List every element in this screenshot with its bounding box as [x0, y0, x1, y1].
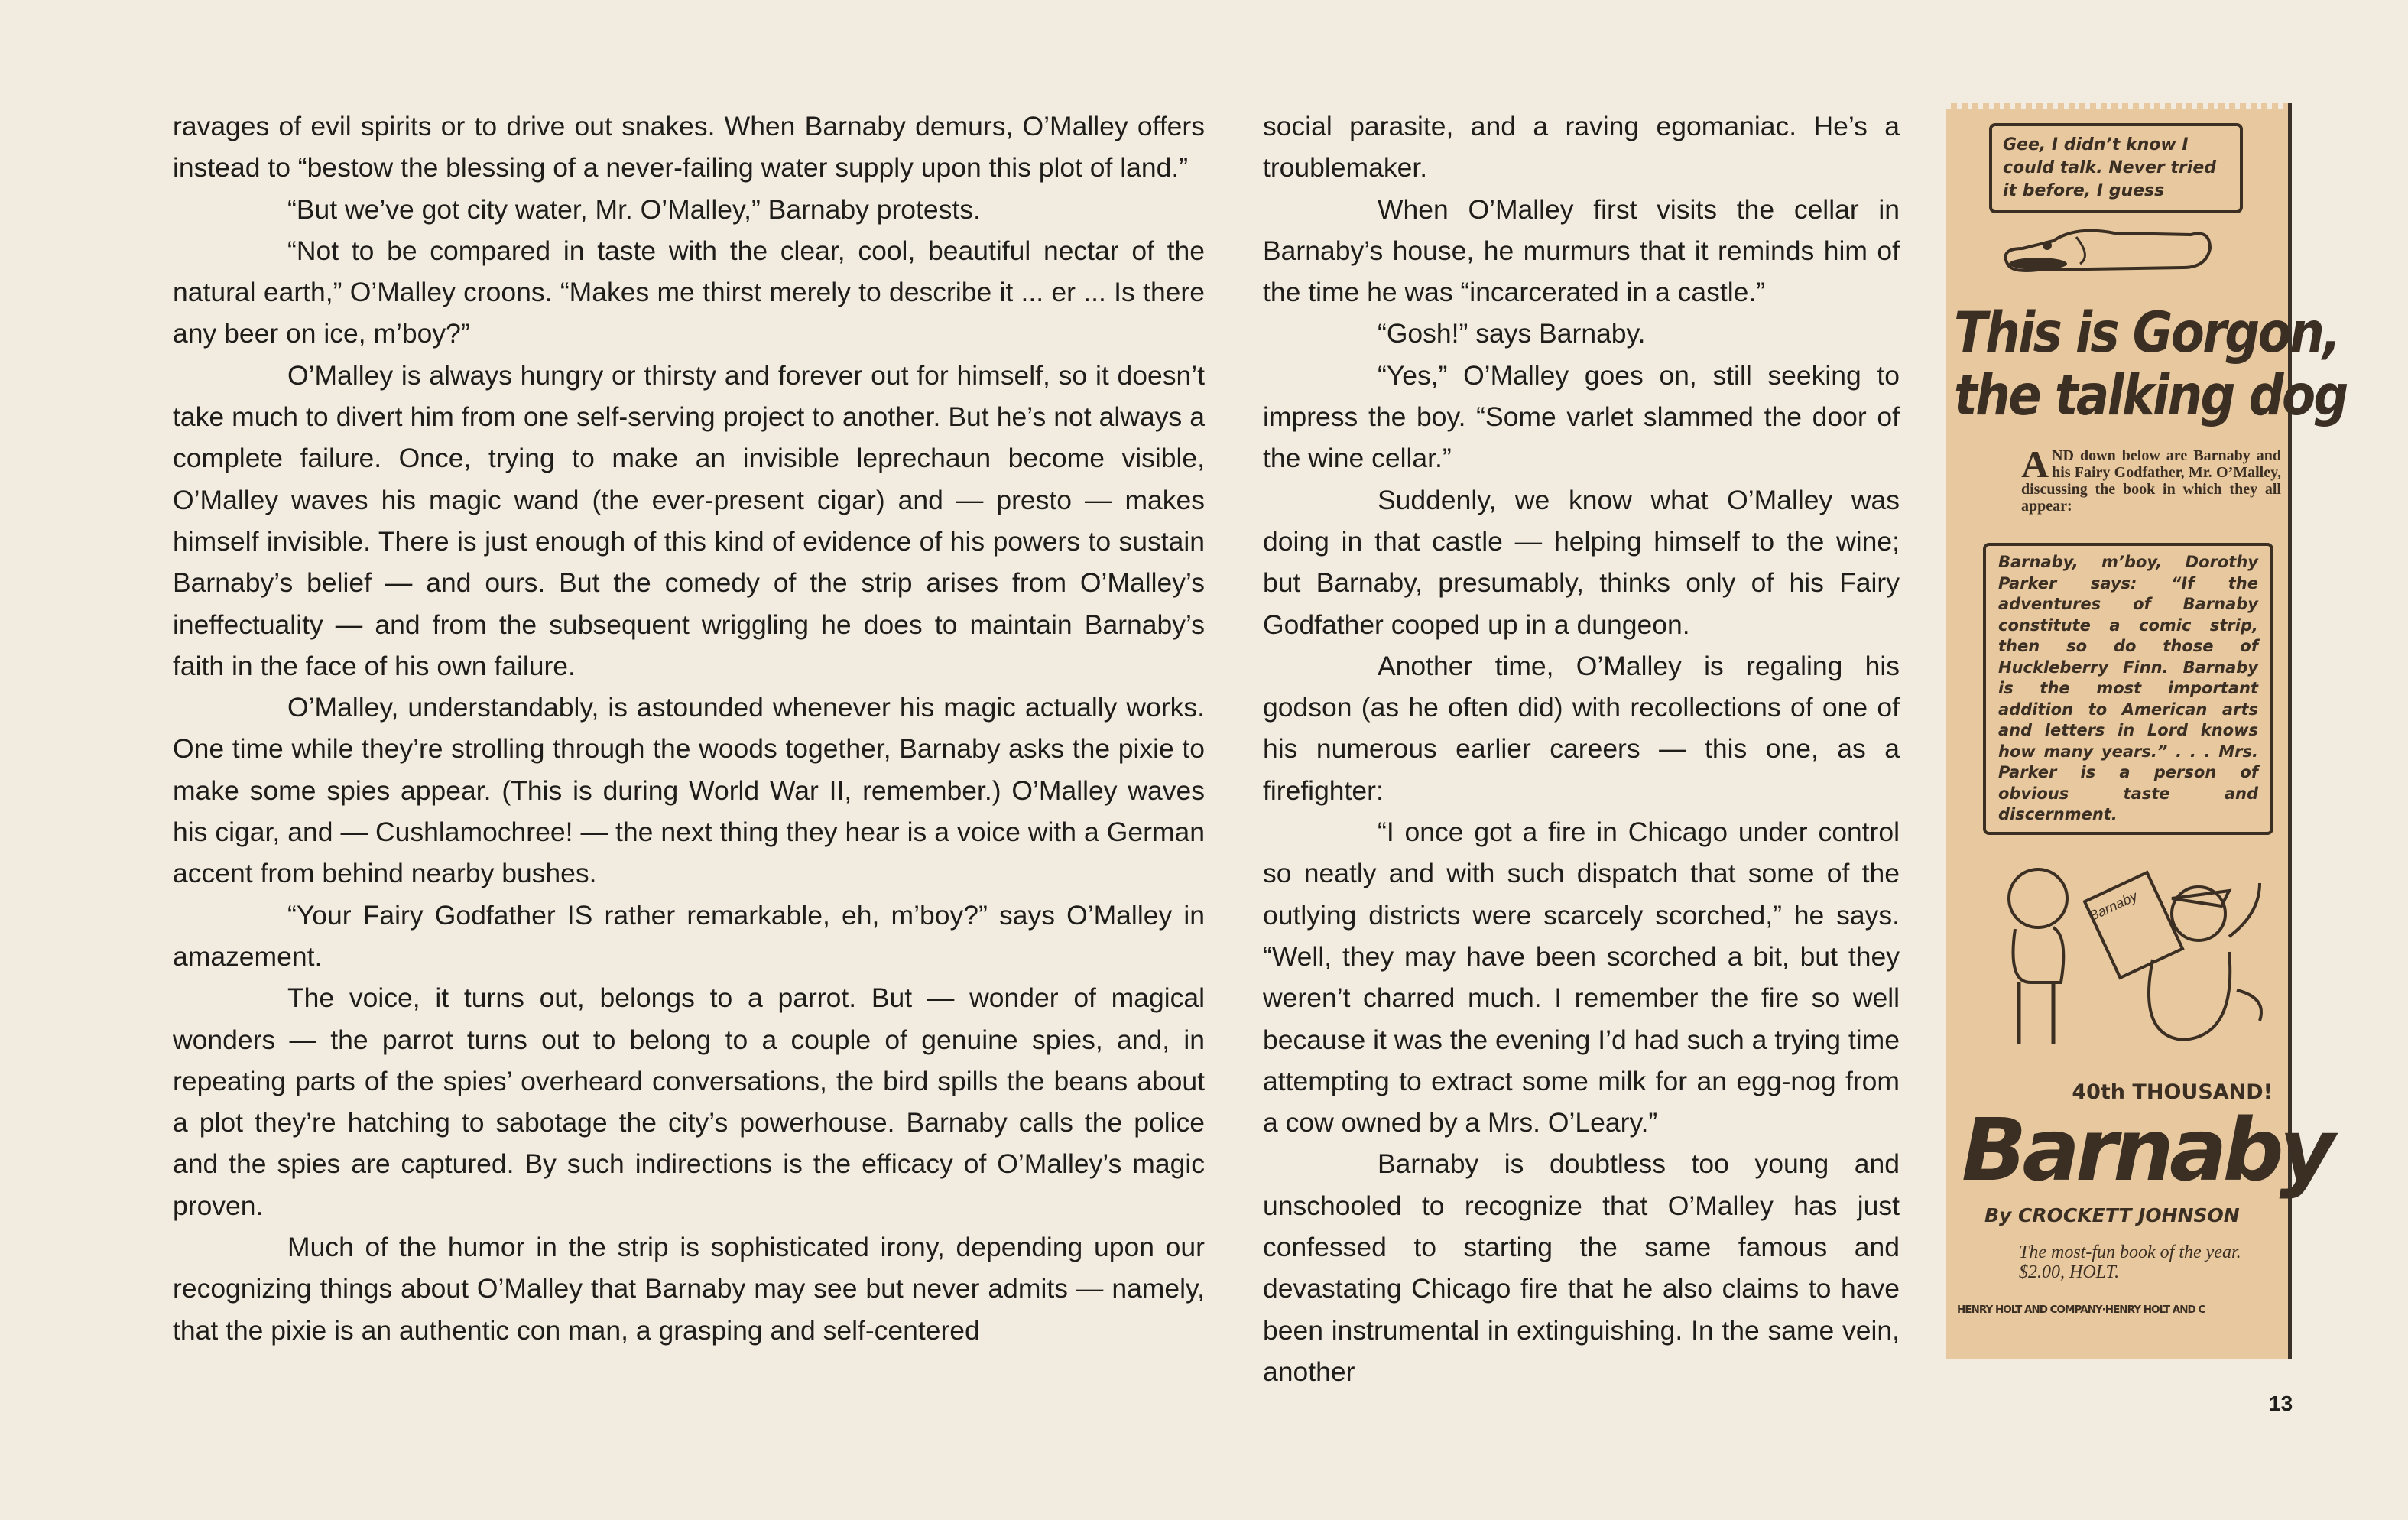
paragraph: ravages of evil spirits or to drive out snakes. When Barnaby demurs, O’Malley offers instead to “bestow the blessing of a never-failing water supply upon this plot of land.” — [173, 111, 1205, 184]
paragraph: Much of the humor in the strip is sophisticated irony, depending upon our recognizing things about O’Malley that Barnaby may see but never admits — namely, that the pixie is an authentic con man, a grasping and self-centered — [173, 1232, 1205, 1346]
headline — [1954, 300, 2347, 428]
book-title: Barnaby — [1962, 1101, 2331, 1200]
dog-speech-bubble: Gee, I didn’t know I could talk. Never tried it before, I guess — [1989, 123, 2243, 213]
paragraph: “I once got a fire in Chicago under control so neatly and with such dispatch that some of the outlying districts were scarcely scorched,” he says. “Well, they may have been scorched a bit, but they weren’t charred much. I remember the fire so well because it was the evening I’d had such a trying time attempting to extract some milk for an egg-nog from a cow owned by a Mrs. O’Leary.” — [1263, 817, 1900, 1138]
drop-cap: A — [2021, 443, 2049, 486]
page-number: 13 — [2269, 1392, 2293, 1415]
newspaper-advertisement-clipping — [1946, 103, 2347, 1359]
paragraph: When O’Malley first visits the cellar in Barnaby’s house, he murmurs that it reminds him of the time he was “incarcerated in a castle.” — [1263, 193, 1900, 308]
text-column-middle — [1263, 106, 1900, 1392]
paragraph: social parasite, and a raving egomaniac. He’s a troublemaker. — [1263, 111, 1900, 184]
headline-line-1: This is Gorgon, — [1954, 300, 2340, 365]
paragraph: “Yes,” O’Malley goes on, still seeking to impress the boy. “Some varlet slammed the door of the wine cellar.” — [1263, 359, 1900, 474]
paragraph: O’Malley, understandably, is astounded whenever his magic actually works. One time while they’re strolling through the woods together, Barnaby asks the pixie to make some spies appear. (This is during World War II, remember.) O’Malley waves his cigar, and — Cushlamochree! — the next thing they hear is a voice with a German accent from behind nearby bushes. — [173, 692, 1205, 889]
paragraph: “But we’ve got city water, Mr. O’Malley,” Barnaby protests. — [287, 193, 981, 225]
intro-body: ND down below are Barnaby and his Fairy Godfather, Mr. O’Malley, discussing the book in which they all appear: — [2021, 447, 2281, 515]
dog-illustration — [1992, 218, 2221, 279]
intro-text — [2021, 443, 2281, 515]
paragraph: Another time, O’Malley is regaling his godson (as he often did) with recollections of one of his numerous earlier careers — this one, as a firefighter: — [1263, 650, 1900, 806]
paragraph: “Gosh!” says Barnaby. — [1378, 318, 1646, 349]
text-column-left — [173, 106, 1205, 1351]
paragraph: Suddenly, we know what O’Malley was doing in that castle — helping himself to the wine; but Barnaby, presumably, thinks only of his Fairy Godfather cooped up in a dungeon. — [1263, 484, 1900, 640]
omalley-speech-bubble: Barnaby, m’boy, Dorothy Parker says: “If the adventures of Barnaby constitute a comic strip, then so do those of Huckleberry Finn. Barnaby is the most important addition to American arts and letters in Lord knows how many years.” . . . Mrs. Parker is a person of obvious taste and discernment. — [1983, 543, 2273, 835]
publisher-strip: HENRY HOLT AND COMPANY·HENRY HOLT AND C — [1957, 1304, 2205, 1316]
paragraph: The voice, it turns out, belongs to a parrot. But — wonder of magical wonders — the parrot turns out to belong to a couple of genuine spies, and, in repeating parts of the spies’ overheard conversations, the bird spills the beans about a plot they’re hatching to sabotage the city’s powerhouse. Barnaby calls the police and the spies are captured. By such indirections is the efficacy of O’Malley’s magic proven. — [173, 982, 1205, 1221]
tagline: The most-fun book of the year. $2.00, HOLT. — [2019, 1242, 2241, 1282]
paragraph: Barnaby is doubtless too young and unschooled to recognize that O’Malley has just confessed to starting the same famous and devastating Chicago fire that he also claims to have been instrumental in extinguishing. In the same vein, another — [1263, 1148, 1900, 1387]
author-line: By CROCKETT JOHNSON — [1984, 1204, 2240, 1226]
paragraph: “Your Fairy Godfather IS rather remarkable, eh, m’boy?” says O’Malley in amazement. — [173, 899, 1205, 972]
headline-line-2: the talking dog — [1954, 363, 2347, 428]
book-cover-label: Barnaby — [2086, 888, 2140, 924]
paragraph: “Not to be compared in taste with the clear, cool, beautiful nectar of the natural earth,” O’Malley croons. “Makes me thirst merely to describe it ... er ... Is there any beer on ice, m’boy?” — [173, 235, 1205, 349]
paragraph: O’Malley is always hungry or thirsty and forever out for himself, so it doesn’t take much to divert him from one self-serving project to another. But he’s not always a complete failure. Once, trying to make an invisible leprechaun become visible, O’Malley waves his magic wand (the ever-present cigar) and — presto — makes himself invisible. There is just enough of this kind of evidence of his powers to sustain Barnaby’s belief — and ours. But the comedy of the strip arises from O’Malley’s ineffectuality — and from the subsequent wriggling he does to maintain Barnaby’s faith in the face of his own failure. — [173, 359, 1205, 681]
sales-banner: 40th THOUSAND! — [2072, 1080, 2273, 1104]
